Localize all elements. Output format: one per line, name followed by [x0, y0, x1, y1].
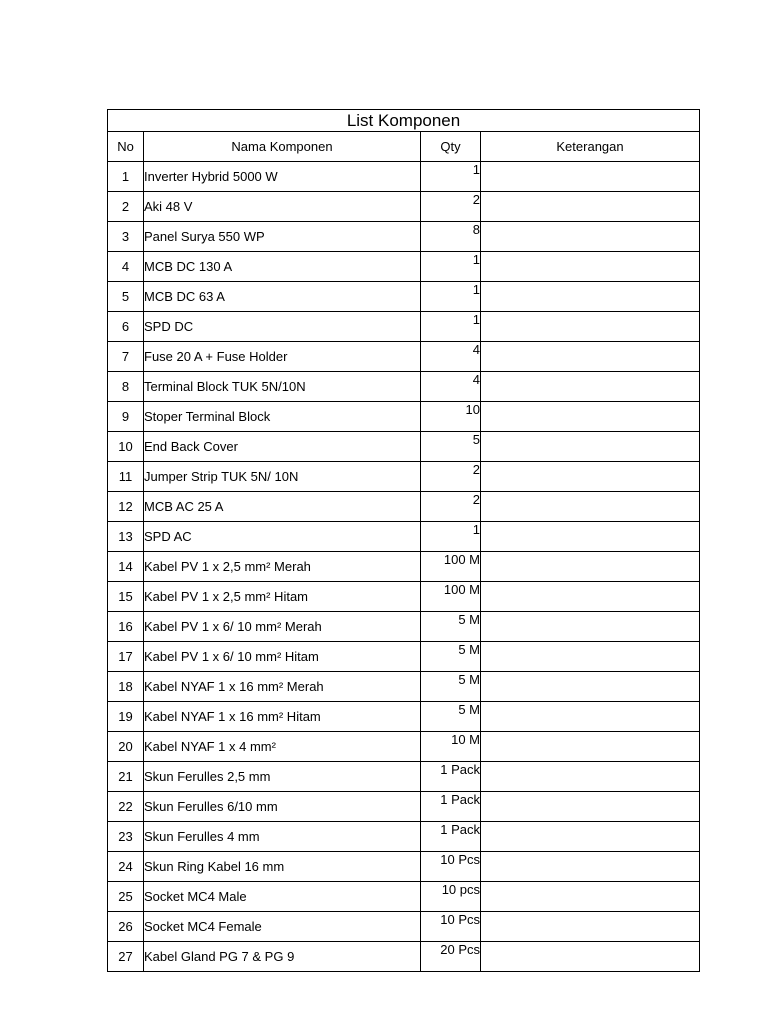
cell-qty: 2: [421, 192, 481, 222]
table-row: [108, 282, 700, 312]
cell-nama-komponen: SPD DC: [144, 312, 421, 342]
table-row: [108, 672, 700, 702]
cell-keterangan: [481, 432, 700, 462]
table-row: [108, 852, 700, 882]
cell-keterangan: [481, 552, 700, 582]
table-row: [108, 792, 700, 822]
cell-nama-komponen: MCB DC 63 A: [144, 282, 421, 312]
cell-no: 10: [108, 432, 144, 462]
cell-keterangan: [481, 942, 700, 972]
cell-keterangan: [481, 402, 700, 432]
cell-qty: 5 M: [421, 702, 481, 732]
table-row: [108, 162, 700, 192]
table-row: [108, 192, 700, 222]
cell-qty: 100 M: [421, 582, 481, 612]
cell-no: 6: [108, 312, 144, 342]
cell-qty: 2: [421, 492, 481, 522]
table-row: [108, 492, 700, 522]
table-row: [108, 582, 700, 612]
cell-nama-komponen: Kabel PV 1 x 2,5 mm² Merah: [144, 552, 421, 582]
cell-keterangan: [481, 462, 700, 492]
cell-qty: 20 Pcs: [421, 942, 481, 972]
cell-qty: 10 pcs: [421, 882, 481, 912]
table-row: [108, 942, 700, 972]
table-row: [108, 372, 700, 402]
cell-nama-komponen: Kabel NYAF 1 x 16 mm² Merah: [144, 672, 421, 702]
cell-keterangan: [481, 852, 700, 882]
cell-no: 21: [108, 762, 144, 792]
cell-nama-komponen: Socket MC4 Female: [144, 912, 421, 942]
table-row: [108, 342, 700, 372]
cell-nama-komponen: Kabel NYAF 1 x 16 mm² Hitam: [144, 702, 421, 732]
cell-qty: 1 Pack: [421, 792, 481, 822]
table-row: [108, 702, 700, 732]
cell-qty: 4: [421, 372, 481, 402]
table-body: [108, 162, 700, 972]
cell-qty: 2: [421, 462, 481, 492]
table-row: [108, 882, 700, 912]
cell-no: 20: [108, 732, 144, 762]
cell-no: 17: [108, 642, 144, 672]
cell-no: 1: [108, 162, 144, 192]
cell-no: 8: [108, 372, 144, 402]
cell-no: 13: [108, 522, 144, 552]
cell-nama-komponen: Stoper Terminal Block: [144, 402, 421, 432]
cell-nama-komponen: Panel Surya 550 WP: [144, 222, 421, 252]
cell-nama-komponen: Fuse 20 A + Fuse Holder: [144, 342, 421, 372]
cell-nama-komponen: Skun Ring Kabel 16 mm: [144, 852, 421, 882]
cell-nama-komponen: Skun Ferulles 6/10 mm: [144, 792, 421, 822]
cell-qty: 1: [421, 312, 481, 342]
cell-keterangan: [481, 732, 700, 762]
cell-no: 4: [108, 252, 144, 282]
cell-no: 12: [108, 492, 144, 522]
cell-nama-komponen: Kabel PV 1 x 6/ 10 mm² Hitam: [144, 642, 421, 672]
cell-qty: 10: [421, 402, 481, 432]
cell-no: 23: [108, 822, 144, 852]
cell-nama-komponen: Socket MC4 Male: [144, 882, 421, 912]
cell-no: 2: [108, 192, 144, 222]
cell-qty: 10 M: [421, 732, 481, 762]
cell-qty: 1 Pack: [421, 822, 481, 852]
cell-qty: 1: [421, 162, 481, 192]
header-keterangan: Keterangan: [481, 132, 700, 162]
table-row: [108, 402, 700, 432]
cell-qty: 10 Pcs: [421, 852, 481, 882]
cell-keterangan: [481, 702, 700, 732]
cell-keterangan: [481, 762, 700, 792]
cell-keterangan: [481, 672, 700, 702]
cell-nama-komponen: Inverter Hybrid 5000 W: [144, 162, 421, 192]
cell-no: 26: [108, 912, 144, 942]
cell-keterangan: [481, 822, 700, 852]
cell-keterangan: [481, 192, 700, 222]
cell-keterangan: [481, 222, 700, 252]
cell-qty: 10 Pcs: [421, 912, 481, 942]
cell-nama-komponen: Jumper Strip TUK 5N/ 10N: [144, 462, 421, 492]
header-row: [108, 132, 700, 162]
table-row: [108, 822, 700, 852]
cell-qty: 5: [421, 432, 481, 462]
table-row: [108, 252, 700, 282]
cell-keterangan: [481, 792, 700, 822]
cell-qty: 5 M: [421, 672, 481, 702]
cell-nama-komponen: Kabel PV 1 x 2,5 mm² Hitam: [144, 582, 421, 612]
cell-nama-komponen: Kabel PV 1 x 6/ 10 mm² Merah: [144, 612, 421, 642]
table-row: [108, 432, 700, 462]
cell-no: 18: [108, 672, 144, 702]
cell-no: 22: [108, 792, 144, 822]
cell-qty: 4: [421, 342, 481, 372]
table-row: [108, 732, 700, 762]
cell-keterangan: [481, 492, 700, 522]
table-row: [108, 912, 700, 942]
cell-keterangan: [481, 642, 700, 672]
cell-nama-komponen: End Back Cover: [144, 432, 421, 462]
cell-no: 5: [108, 282, 144, 312]
table-row: [108, 222, 700, 252]
cell-keterangan: [481, 252, 700, 282]
cell-keterangan: [481, 882, 700, 912]
cell-no: 15: [108, 582, 144, 612]
cell-qty: 1: [421, 252, 481, 282]
cell-keterangan: [481, 912, 700, 942]
cell-no: 7: [108, 342, 144, 372]
cell-qty: 5 M: [421, 612, 481, 642]
cell-qty: 1 Pack: [421, 762, 481, 792]
cell-nama-komponen: Kabel NYAF 1 x 4 mm²: [144, 732, 421, 762]
header-no: No: [108, 132, 144, 162]
cell-keterangan: [481, 522, 700, 552]
cell-no: 25: [108, 882, 144, 912]
cell-no: 27: [108, 942, 144, 972]
cell-keterangan: [481, 342, 700, 372]
cell-no: 14: [108, 552, 144, 582]
cell-qty: 1: [421, 282, 481, 312]
table-row: [108, 462, 700, 492]
cell-qty: 100 M: [421, 552, 481, 582]
cell-no: 19: [108, 702, 144, 732]
table-title: List Komponen: [108, 110, 700, 132]
cell-nama-komponen: Skun Ferulles 4 mm: [144, 822, 421, 852]
table-row: [108, 642, 700, 672]
cell-nama-komponen: SPD AC: [144, 522, 421, 552]
header-nama-komponen: Nama Komponen: [144, 132, 421, 162]
cell-nama-komponen: Kabel Gland PG 7 & PG 9: [144, 942, 421, 972]
cell-qty: 1: [421, 522, 481, 552]
cell-keterangan: [481, 282, 700, 312]
cell-qty: 5 M: [421, 642, 481, 672]
cell-nama-komponen: Skun Ferulles 2,5 mm: [144, 762, 421, 792]
cell-qty: 8: [421, 222, 481, 252]
cell-keterangan: [481, 162, 700, 192]
cell-no: 3: [108, 222, 144, 252]
cell-no: 9: [108, 402, 144, 432]
cell-nama-komponen: Aki 48 V: [144, 192, 421, 222]
cell-no: 11: [108, 462, 144, 492]
table-row: [108, 612, 700, 642]
table-row: [108, 522, 700, 552]
title-row: [108, 110, 700, 132]
cell-keterangan: [481, 312, 700, 342]
cell-keterangan: [481, 612, 700, 642]
cell-nama-komponen: MCB DC 130 A: [144, 252, 421, 282]
header-qty: Qty: [421, 132, 481, 162]
table-row: [108, 312, 700, 342]
table-row: [108, 552, 700, 582]
cell-nama-komponen: MCB AC 25 A: [144, 492, 421, 522]
cell-no: 24: [108, 852, 144, 882]
cell-nama-komponen: Terminal Block TUK 5N/10N: [144, 372, 421, 402]
component-list-table: [107, 109, 700, 972]
cell-no: 16: [108, 612, 144, 642]
table-row: [108, 762, 700, 792]
cell-keterangan: [481, 582, 700, 612]
cell-keterangan: [481, 372, 700, 402]
